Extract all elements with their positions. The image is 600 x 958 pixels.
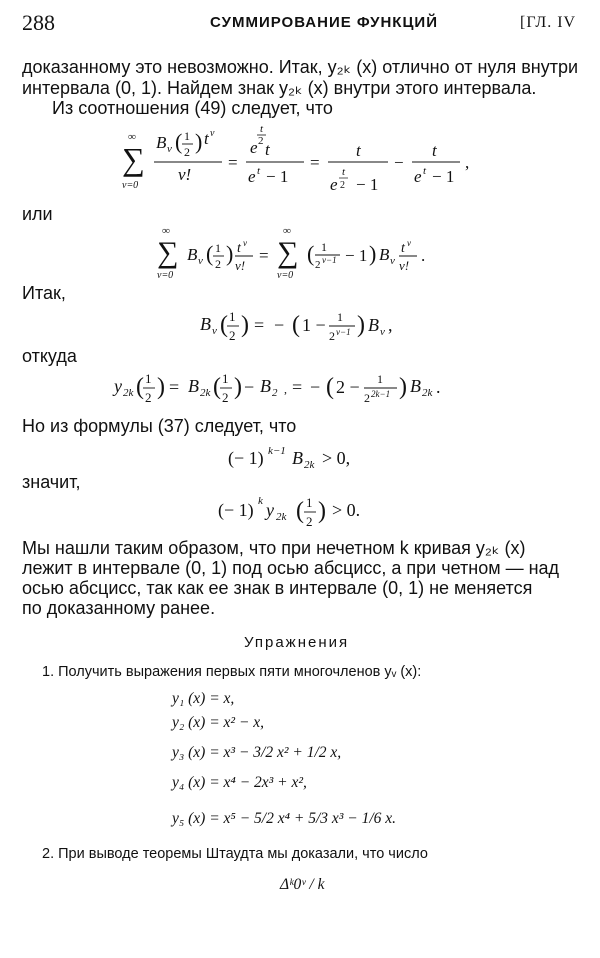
svg-text:): )	[241, 312, 249, 338]
svg-text:ν−1: ν−1	[336, 327, 351, 337]
svg-text:2: 2	[315, 259, 321, 271]
svg-text:2k: 2k	[276, 511, 287, 523]
svg-text:1: 1	[215, 241, 221, 255]
svg-text:e: e	[330, 175, 338, 194]
svg-text:∞: ∞	[128, 131, 136, 143]
svg-text:ν!: ν!	[399, 258, 410, 273]
svg-text:1: 1	[306, 495, 313, 510]
svg-text:ν!: ν!	[235, 258, 246, 273]
svg-text:): )	[195, 129, 203, 154]
svg-text:t: t	[432, 141, 437, 160]
svg-text:∑: ∑	[157, 236, 179, 269]
svg-text:− 1: − 1	[432, 167, 455, 186]
svg-text:2k−1: 2k−1	[371, 389, 391, 399]
svg-text:t: t	[342, 166, 346, 178]
svg-text:(: (	[307, 241, 315, 266]
svg-text:(: (	[220, 312, 228, 338]
paragraph-line: значит,	[22, 472, 81, 492]
svg-text:1: 1	[321, 240, 327, 254]
svg-text:t: t	[237, 241, 241, 256]
svg-text:B: B	[187, 245, 198, 264]
svg-text:ν=0: ν=0	[277, 270, 294, 281]
svg-text:ν: ν	[407, 238, 411, 248]
svg-text:ν: ν	[210, 128, 215, 139]
svg-text:e: e	[414, 167, 422, 186]
svg-text:1: 1	[229, 309, 236, 324]
svg-text:.: .	[436, 377, 441, 397]
paragraph-line: Мы нашли таким образом, что при нечетном k кривая y₂ₖ (x)	[22, 538, 526, 558]
svg-text:− 1: − 1	[345, 246, 368, 265]
svg-text:ν: ν	[380, 326, 385, 338]
svg-text:2: 2	[306, 514, 313, 529]
svg-text:−: −	[310, 377, 321, 397]
svg-text:=: =	[169, 377, 180, 397]
svg-text:B: B	[368, 315, 379, 335]
svg-text:(: (	[213, 374, 221, 400]
svg-text:1: 1	[145, 371, 152, 386]
svg-text:(− 1): (− 1)	[228, 448, 264, 468]
paragraph-line: по доказанному ранее.	[22, 598, 216, 618]
svg-text:B: B	[156, 133, 167, 152]
svg-text:− 1: − 1	[266, 167, 289, 186]
polynomial-line: y₄ (x) = x⁴ − 2x³ + x²,	[172, 774, 307, 791]
svg-text:t: t	[260, 123, 264, 135]
chapter-label: [ГЛ. IV	[520, 14, 577, 31]
exercises-heading: Упражнения	[244, 634, 350, 651]
paragraph-line: Итак,	[22, 283, 66, 303]
svg-text:t: t	[265, 140, 270, 159]
equation-4	[112, 364, 492, 414]
svg-text:): )	[157, 374, 165, 400]
paragraph-line: Из соотношения (49) следует, что	[52, 98, 333, 118]
svg-text:ν−1: ν−1	[322, 255, 337, 265]
svg-text:2k: 2k	[304, 459, 315, 471]
svg-text:=: =	[228, 153, 238, 172]
svg-text:∑: ∑	[277, 236, 299, 269]
svg-text:ν: ν	[198, 255, 203, 267]
svg-text:k: k	[258, 495, 263, 507]
svg-text:): )	[226, 241, 234, 266]
running-title: СУММИРОВАНИЕ ФУНКЦИЙ	[210, 14, 438, 31]
svg-text:2: 2	[222, 390, 229, 405]
svg-text:∞: ∞	[162, 225, 170, 237]
polynomial-line: y₁ (x) = x,	[172, 690, 235, 707]
svg-text:ν: ν	[167, 143, 172, 155]
paragraph-line: лежит в интервале (0, 1) под осью абсцисс, а при четном — над	[22, 558, 560, 578]
svg-text:2: 2	[364, 391, 370, 405]
paragraph-line: осью абсцисс, так как ее знак в интервале (0, 1) не меняется	[22, 578, 533, 598]
paragraph-line: интервала (0, 1). Найдем знак y₂ₖ (x) внутри этого интервала.	[22, 78, 537, 98]
exercise-2-formula: Δᵏ0ᵛ / k	[280, 876, 325, 893]
exercise-1-text: 1. Получить выражения первых пяти многочленов yᵥ (x):	[42, 664, 422, 680]
svg-text:=: =	[292, 377, 303, 397]
page-number: 288	[22, 10, 55, 35]
svg-text:ν: ν	[212, 325, 217, 337]
svg-text:2: 2	[229, 328, 236, 343]
exercise-2-text: 2. При выводе теоремы Штаудта мы доказали, что число	[42, 846, 428, 862]
svg-text:B: B	[200, 314, 211, 334]
svg-text:2 −: 2 −	[336, 377, 360, 397]
svg-text:=: =	[310, 153, 320, 172]
svg-text:): )	[369, 241, 377, 266]
svg-text:−: −	[244, 377, 255, 397]
svg-text:ν: ν	[243, 238, 247, 248]
svg-text:1: 1	[184, 129, 190, 143]
svg-text:− 1: − 1	[356, 175, 379, 194]
svg-text:1: 1	[377, 372, 383, 386]
svg-text:2k: 2k	[123, 387, 134, 399]
paragraph-line: Но из формулы (37) следует, что	[22, 416, 297, 436]
svg-text:): )	[399, 374, 407, 400]
equation-1	[120, 118, 480, 198]
svg-text:2: 2	[258, 135, 264, 147]
svg-text:(: (	[136, 374, 144, 400]
svg-text:(: (	[292, 312, 300, 338]
polynomial-line: y₂ (x) = x² − x,	[172, 714, 265, 731]
svg-text:∑: ∑	[122, 141, 145, 177]
svg-text:2: 2	[145, 390, 152, 405]
svg-text:y: y	[266, 500, 274, 520]
svg-text:(: (	[206, 241, 214, 266]
equation-5	[226, 440, 396, 474]
svg-text:ν: ν	[390, 255, 395, 267]
svg-text:1: 1	[337, 310, 343, 324]
svg-text:2k: 2k	[422, 387, 433, 399]
svg-text:.: .	[421, 246, 426, 265]
svg-text:=: =	[254, 315, 265, 335]
svg-text:∞: ∞	[283, 225, 291, 237]
svg-text:−: −	[274, 315, 285, 335]
svg-text:e: e	[248, 167, 256, 186]
paragraph-line: доказанному это невозможно. Итак, y₂ₖ (x) отлично от нуля внутри	[22, 57, 579, 77]
svg-text:B: B	[410, 376, 421, 396]
paragraph-line: или	[22, 204, 53, 224]
svg-text:e: e	[250, 138, 258, 157]
svg-text:−: −	[394, 153, 404, 172]
svg-text:1: 1	[222, 371, 229, 386]
svg-text:2: 2	[184, 145, 190, 159]
svg-text:2k: 2k	[200, 387, 211, 399]
svg-text:B: B	[379, 245, 390, 264]
svg-text:t: t	[257, 165, 261, 177]
polynomial-line: y₃ (x) = x³ − 3/2 x² + 1/2 x,	[172, 744, 342, 761]
svg-text:k−1: k−1	[268, 445, 286, 457]
svg-text:t: t	[423, 165, 427, 177]
svg-text:t: t	[356, 141, 361, 160]
svg-text:> 0,: > 0,	[322, 448, 351, 468]
svg-text:t: t	[401, 241, 405, 256]
svg-text:): )	[234, 374, 242, 400]
svg-text:B: B	[292, 448, 303, 468]
svg-text:): )	[318, 498, 326, 524]
equation-6	[216, 490, 396, 536]
svg-text:,: ,	[465, 153, 470, 172]
svg-text:2: 2	[215, 257, 221, 271]
svg-text:2: 2	[272, 387, 278, 399]
svg-text:(: (	[326, 374, 334, 400]
svg-text:ν=0: ν=0	[122, 180, 139, 191]
svg-text:,: ,	[388, 315, 393, 335]
paragraph-line: откуда	[22, 346, 77, 366]
svg-text:(: (	[175, 129, 183, 154]
svg-text:2: 2	[329, 329, 335, 343]
svg-text:ν!: ν!	[178, 165, 192, 184]
svg-text:=: =	[259, 246, 269, 265]
svg-text:t: t	[204, 129, 209, 148]
svg-text:1 −: 1 −	[302, 315, 326, 335]
equation-3	[198, 302, 428, 352]
svg-text:(: (	[296, 498, 304, 524]
svg-text:(− 1): (− 1)	[218, 500, 254, 520]
svg-text:y: y	[114, 376, 122, 396]
svg-text:ν=0: ν=0	[157, 270, 174, 281]
svg-text:2: 2	[340, 180, 345, 191]
equation-2	[155, 222, 455, 284]
svg-text:B: B	[188, 376, 199, 396]
polynomial-line: y₅ (x) = x⁵ − 5/2 x⁴ + 5/3 x³ − 1/6 x.	[172, 810, 397, 827]
svg-text:B: B	[260, 376, 271, 396]
svg-text:,: ,	[284, 382, 287, 396]
svg-text:> 0.: > 0.	[332, 500, 361, 520]
svg-text:): )	[357, 312, 365, 338]
